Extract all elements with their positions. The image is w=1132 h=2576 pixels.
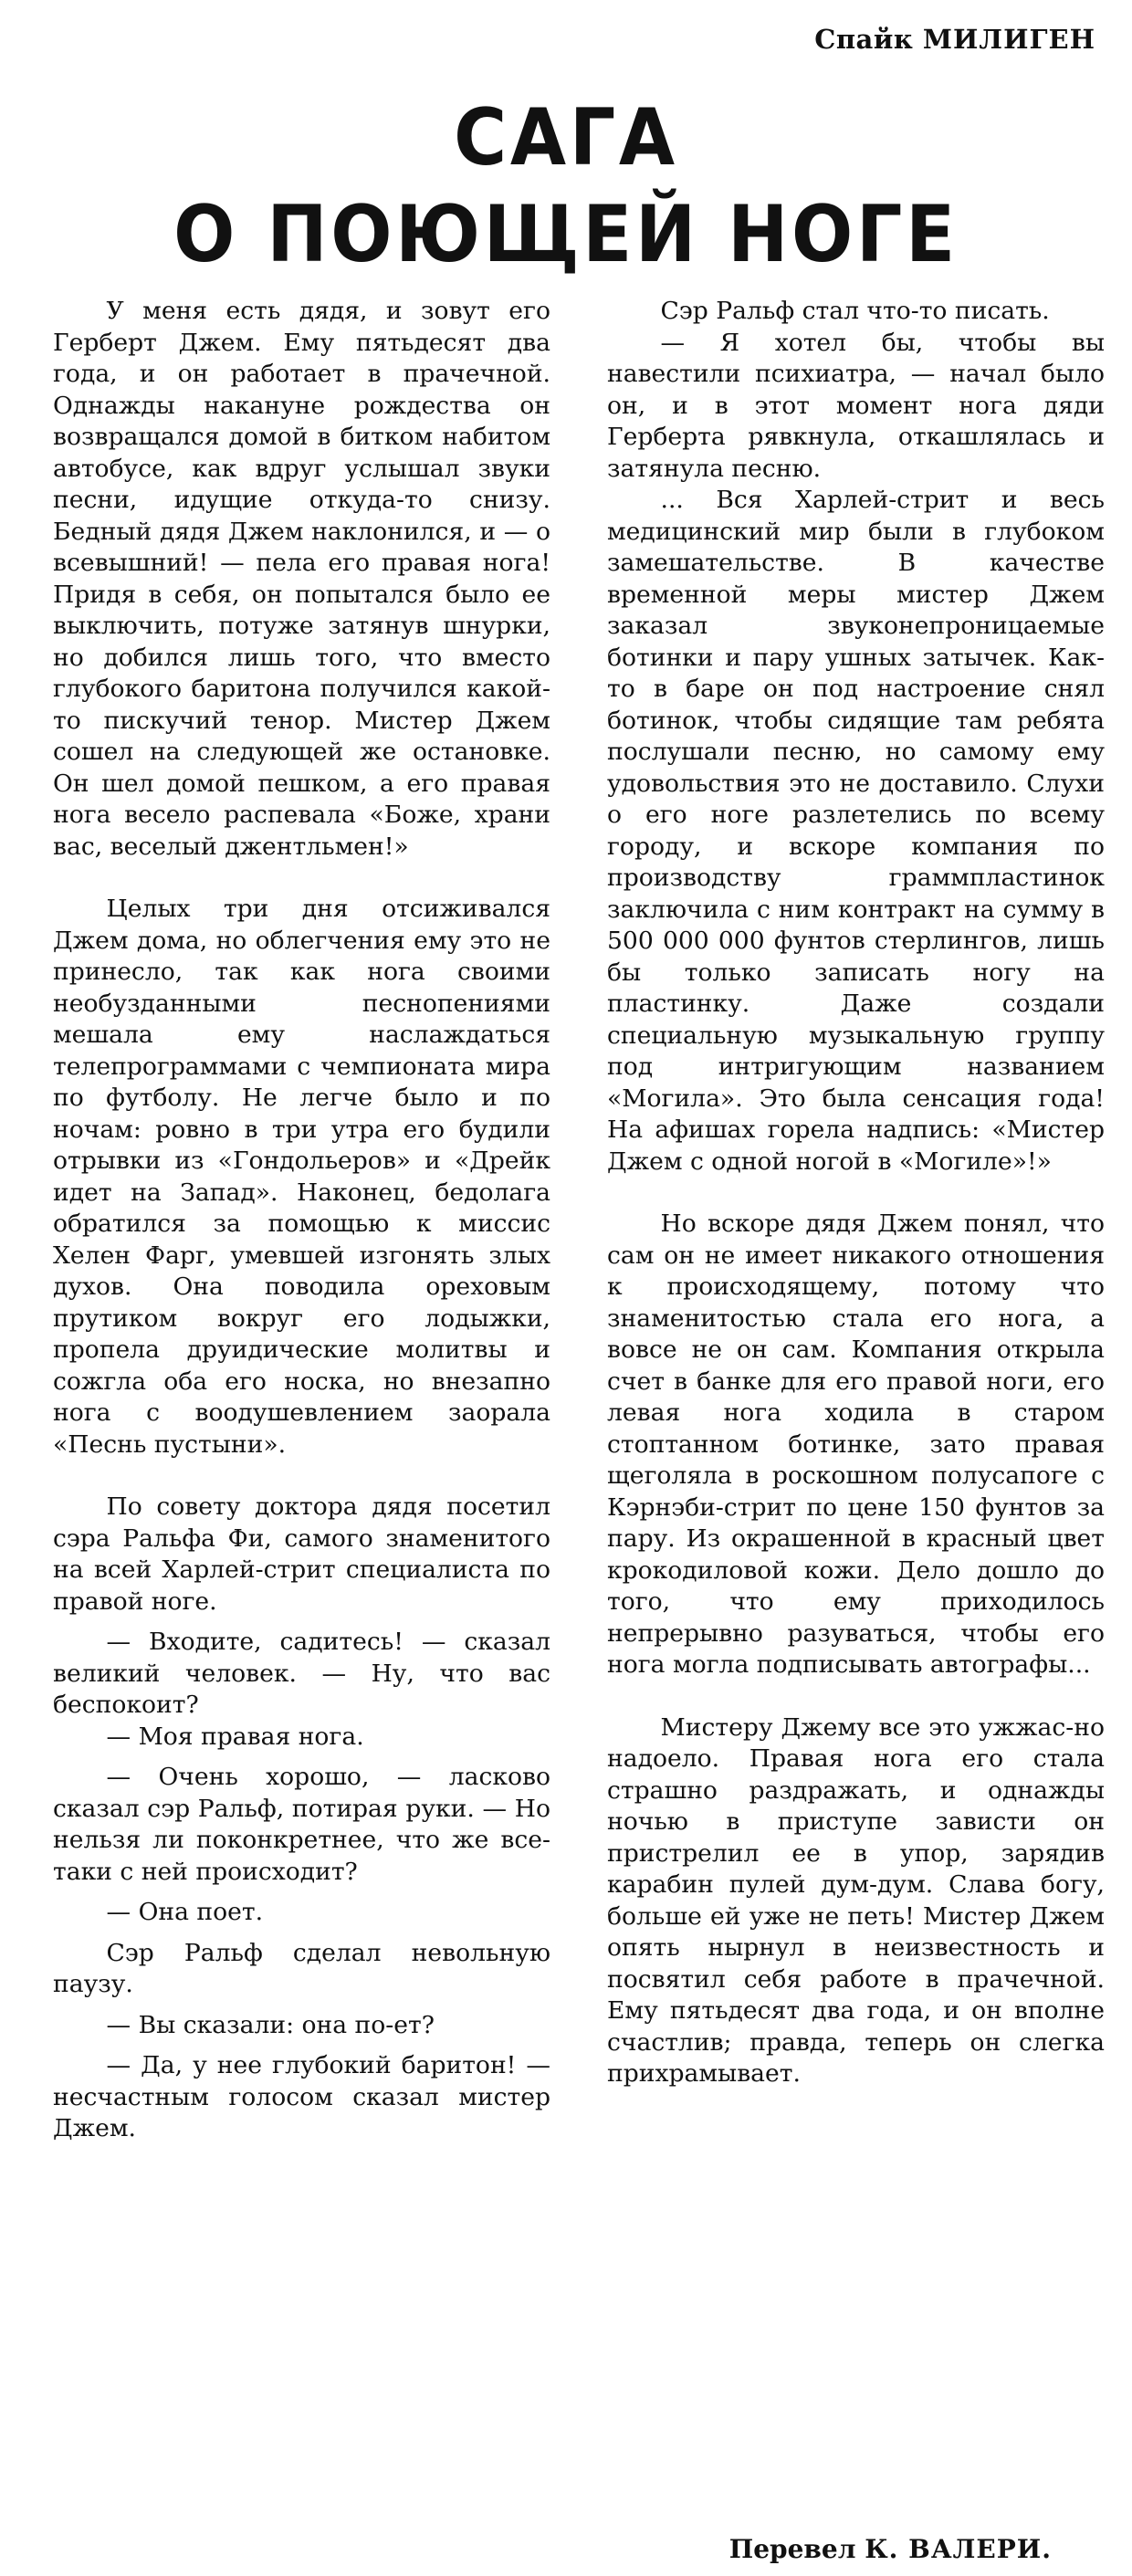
author-surname: МИЛИГЕН — [922, 24, 1095, 55]
paragraph: Сэр Ральф сделал невольную паузу. — [53, 1938, 550, 1998]
paragraph: У меня есть дядя, и зовут его Герберт Джем. Ему пятьдесят два года, и он работает в прачечной. Однажды накануне рождества он возвращался домой в битком набитом автобусе, как вдруг услышал звуки песни, идущие откуда-то снизу. Бедный дядя Джем наклонился, и — о всевышний! — пела его правая нога! Придя в себя, он попытался было ее выключить, потуже затянув шнурки, но добился лишь того, что вместо глубокого баритона получился какой-то пискучий тенор. Мистер Джем сошел на следующей же остановке. Он шел домой пешком, а его правая нога весело распевала «Боже, храни вас, веселый джентльмен!» — [53, 297, 550, 861]
dialogue-line: — Входите, садитесь! — сказал великий человек. — Ну, что вас беспокоит? — [53, 1628, 550, 1719]
dialogue-line: — Да, у нее глубокий баритон! — несчастным голосом сказал мистер Джем. — [53, 2051, 550, 2142]
left-column — [53, 296, 550, 2145]
translator-credit — [729, 2534, 1052, 2564]
paragraph: Целых три дня отсиживался Джем дома, но облегчения ему это не принесло, так как нога своими необузданными песнопениями мешала ему наслаждаться телепрограммами с чемпионата мира по футболу. Не легче было и по ночам: ровно в три утра его будили отрывки из «Гондольеров» и «Дрейк идет на Запад». Наконец, бедолага обратился за помощью к миссис Хелен Фарг, умевшей изгонять злых духов. Она поводила ореховым прутиком вокруг его лодыжки, пропела друидические молитвы и сожгла оба его носка, но внезапно нога с воодушевлением заорала «Песнь пустыни». — [53, 895, 550, 1459]
paragraph: По совету доктора дядя посетил сэра Ральфа Фи, самого знаменитого на всей Харлей-стрит специалиста по правой ноге. — [53, 1492, 550, 1616]
paragraph: Мистеру Джему все это ужжас-но надоело. Правая нога его стала страшно раздражать, и однажды ночью в приступе зависти он пристрелил ее в упор, зарядив карабин пулей дум-дум. Слава богу, больше ей уже не петь! Мистер Джем опять нырнул в неизвестность и посвятил себя работе в прачечной. Ему пятьдесят два года, и он вполне счастлив; правда, теперь он слегка прихрамывает. — [607, 1712, 1105, 2088]
title-line-1: САГА — [454, 92, 678, 183]
translator-prefix: Перевел — [728, 2534, 856, 2564]
paragraph: Сэр Ральф стал что-то писать. — [660, 297, 1050, 325]
paragraph: ... Вся Харлей-стрит и весь медицинский мир были в глубоком замешательстве. В качестве временной меры мистер Джем заказал звуконепроницаемые ботинки и пару ушных затычек. Как-то в баре он под настроение снял ботинок, чтобы сидящие там ребята послушали песню, но самому ему удовольствия это не доставило. Слухи о его ноге разлетелись по всему городу, и вскоре компания по производству граммпластинок заключила с ним контракт на сумму в 500 000 000 фунтов стерлингов, лишь бы только записать ногу на пластинку. Даже создали специальную музыкальную группу под интригующим названием «Могила». Это была сенсация года! На афишах горела надпись: «Мистер Джем с одной ногой в «Могиле»!» — [607, 486, 1105, 1176]
dialogue-line: — Я хотел бы, чтобы вы навестили психиатра, — начал было он, и в этот момент нога дяди Герберта рявкнула, откашлялась и затянула песню. — [607, 328, 1105, 483]
dialogue-line: — Очень хорошо, — ласково сказал сэр Ральф, потирая руки. — Но нельзя ли поконкретнее, что же все-таки с ней происходит? — [53, 1763, 550, 1886]
dialogue-line: — Она поет. — [106, 1898, 264, 1926]
title-line-2: О ПОЮЩЕЙ НОГЕ — [173, 189, 959, 280]
translator-name: К. ВАЛЕРИ. — [865, 2534, 1052, 2564]
paragraph: Но вскоре дядя Джем понял, что сам он не имеет никакого отношения к происходящему, потому что знаменитостью стала его нога, а вовсе не он сам. Компания открыла счет в банке для его правой ноги, его левая нога ходила в старом стоптанном ботинке, зато правая щеголяла в роскошном полусапоге с Кэрнэби-стрит по цене 150 фунтов за пару. Из окрашенной в красный цвет крокодиловой кожи. Дело дошло до того, что ему приходилось непрерывно разуваться, чтобы его нога могла подписывать автографы... — [607, 1209, 1105, 1679]
author-first-name: Спайк — [814, 24, 914, 55]
dialogue-line: — Вы сказали: она по-ет? — [106, 2010, 435, 2039]
dialogue-line: — Моя правая нога. — [106, 1722, 364, 1751]
right-column — [607, 296, 1105, 2090]
author-byline — [814, 24, 1095, 55]
article-title — [146, 89, 986, 283]
